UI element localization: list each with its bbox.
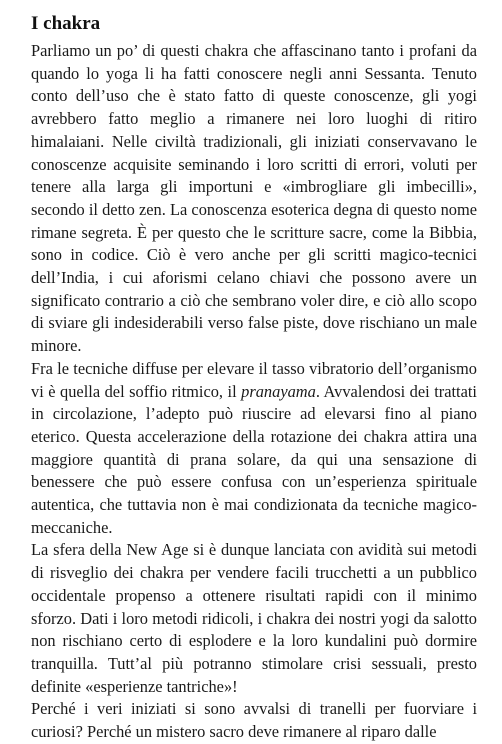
book-page [31, 12, 477, 744]
paragraph-1: Parliamo un po’ di questi chakra che affascinano tanto i profani da quando lo yoga li ha fatti conoscere negli anni Sessanta. Tenuto conto dell’uso che è stato fatto di queste conoscenze, gli yogi avrebbero fatto meglio a rimanere nei loro luoghi di ritiro himalaiani. Nelle civiltà tradizionali, gli iniziati conservavano le conoscenze acquisite seminando i loro scritti di errori, voluti per tenere alla larga gli importuni e «imbrogliare gli imbecilli», secondo il detto zen. La conoscenza esoterica degna di questo nome rimane segreta. È per questo che le scritture sacre, come la Bibbia, sono in codice. Ciò è vero anche per gli scritti magico-tecnici dell’India, i cui aforismi celano chiavi che possono avere un significato contrario a ciò che sembrano voler dire, e ciò allo scopo di sviare gli indesiderabili verso false piste, dove rischiano un male minore. [31, 41, 477, 356]
paragraph-2-text-after: . Avvalendosi dei trattati in circolazione, l’adepto può riuscire ad elevarsi fino al piano eterico. Questa accelerazione della rotazione dei chakra attira una maggiore quantità di prana solare, da qui una sensazione di benessere che può essere confusa con un’esperienza spirituale autentica, che tuttavia non è mai condizionata da tecniche magico-meccaniche. [31, 381, 477, 537]
paragraph-3: La sfera della New Age si è dunque lanciata con avidità sui metodi di risveglio dei chakra per vendere facili trucchetti a un pubblico occidentale propenso a ottenere risultati rapidi con il minimo sforzo. Dati i loro metodi ridicoli, i chakra dei nostri yogi da salotto non rischiano certo di esplodere e la loro kundalini può dormire tranquilla. Tutt’al più potranno stimolare crisi sessuali, presto definite «esperienze tantriche»! [31, 540, 477, 696]
paragraph-2-text-before: Fra le tecniche diffuse per elevare il tasso vibratorio dell’organismo vi è quella del soffio ritmico, il [31, 358, 477, 401]
paragraph-4: Perché i veri iniziati si sono avvalsi di tranelli per fuorviare i curiosi? Perché un mistero sacro deve rimanere al riparo dalle [31, 699, 477, 742]
section-heading: I chakra [31, 13, 101, 34]
paragraph-2 [31, 358, 477, 540]
paragraph-2-emphasis: pranayama [241, 381, 316, 401]
